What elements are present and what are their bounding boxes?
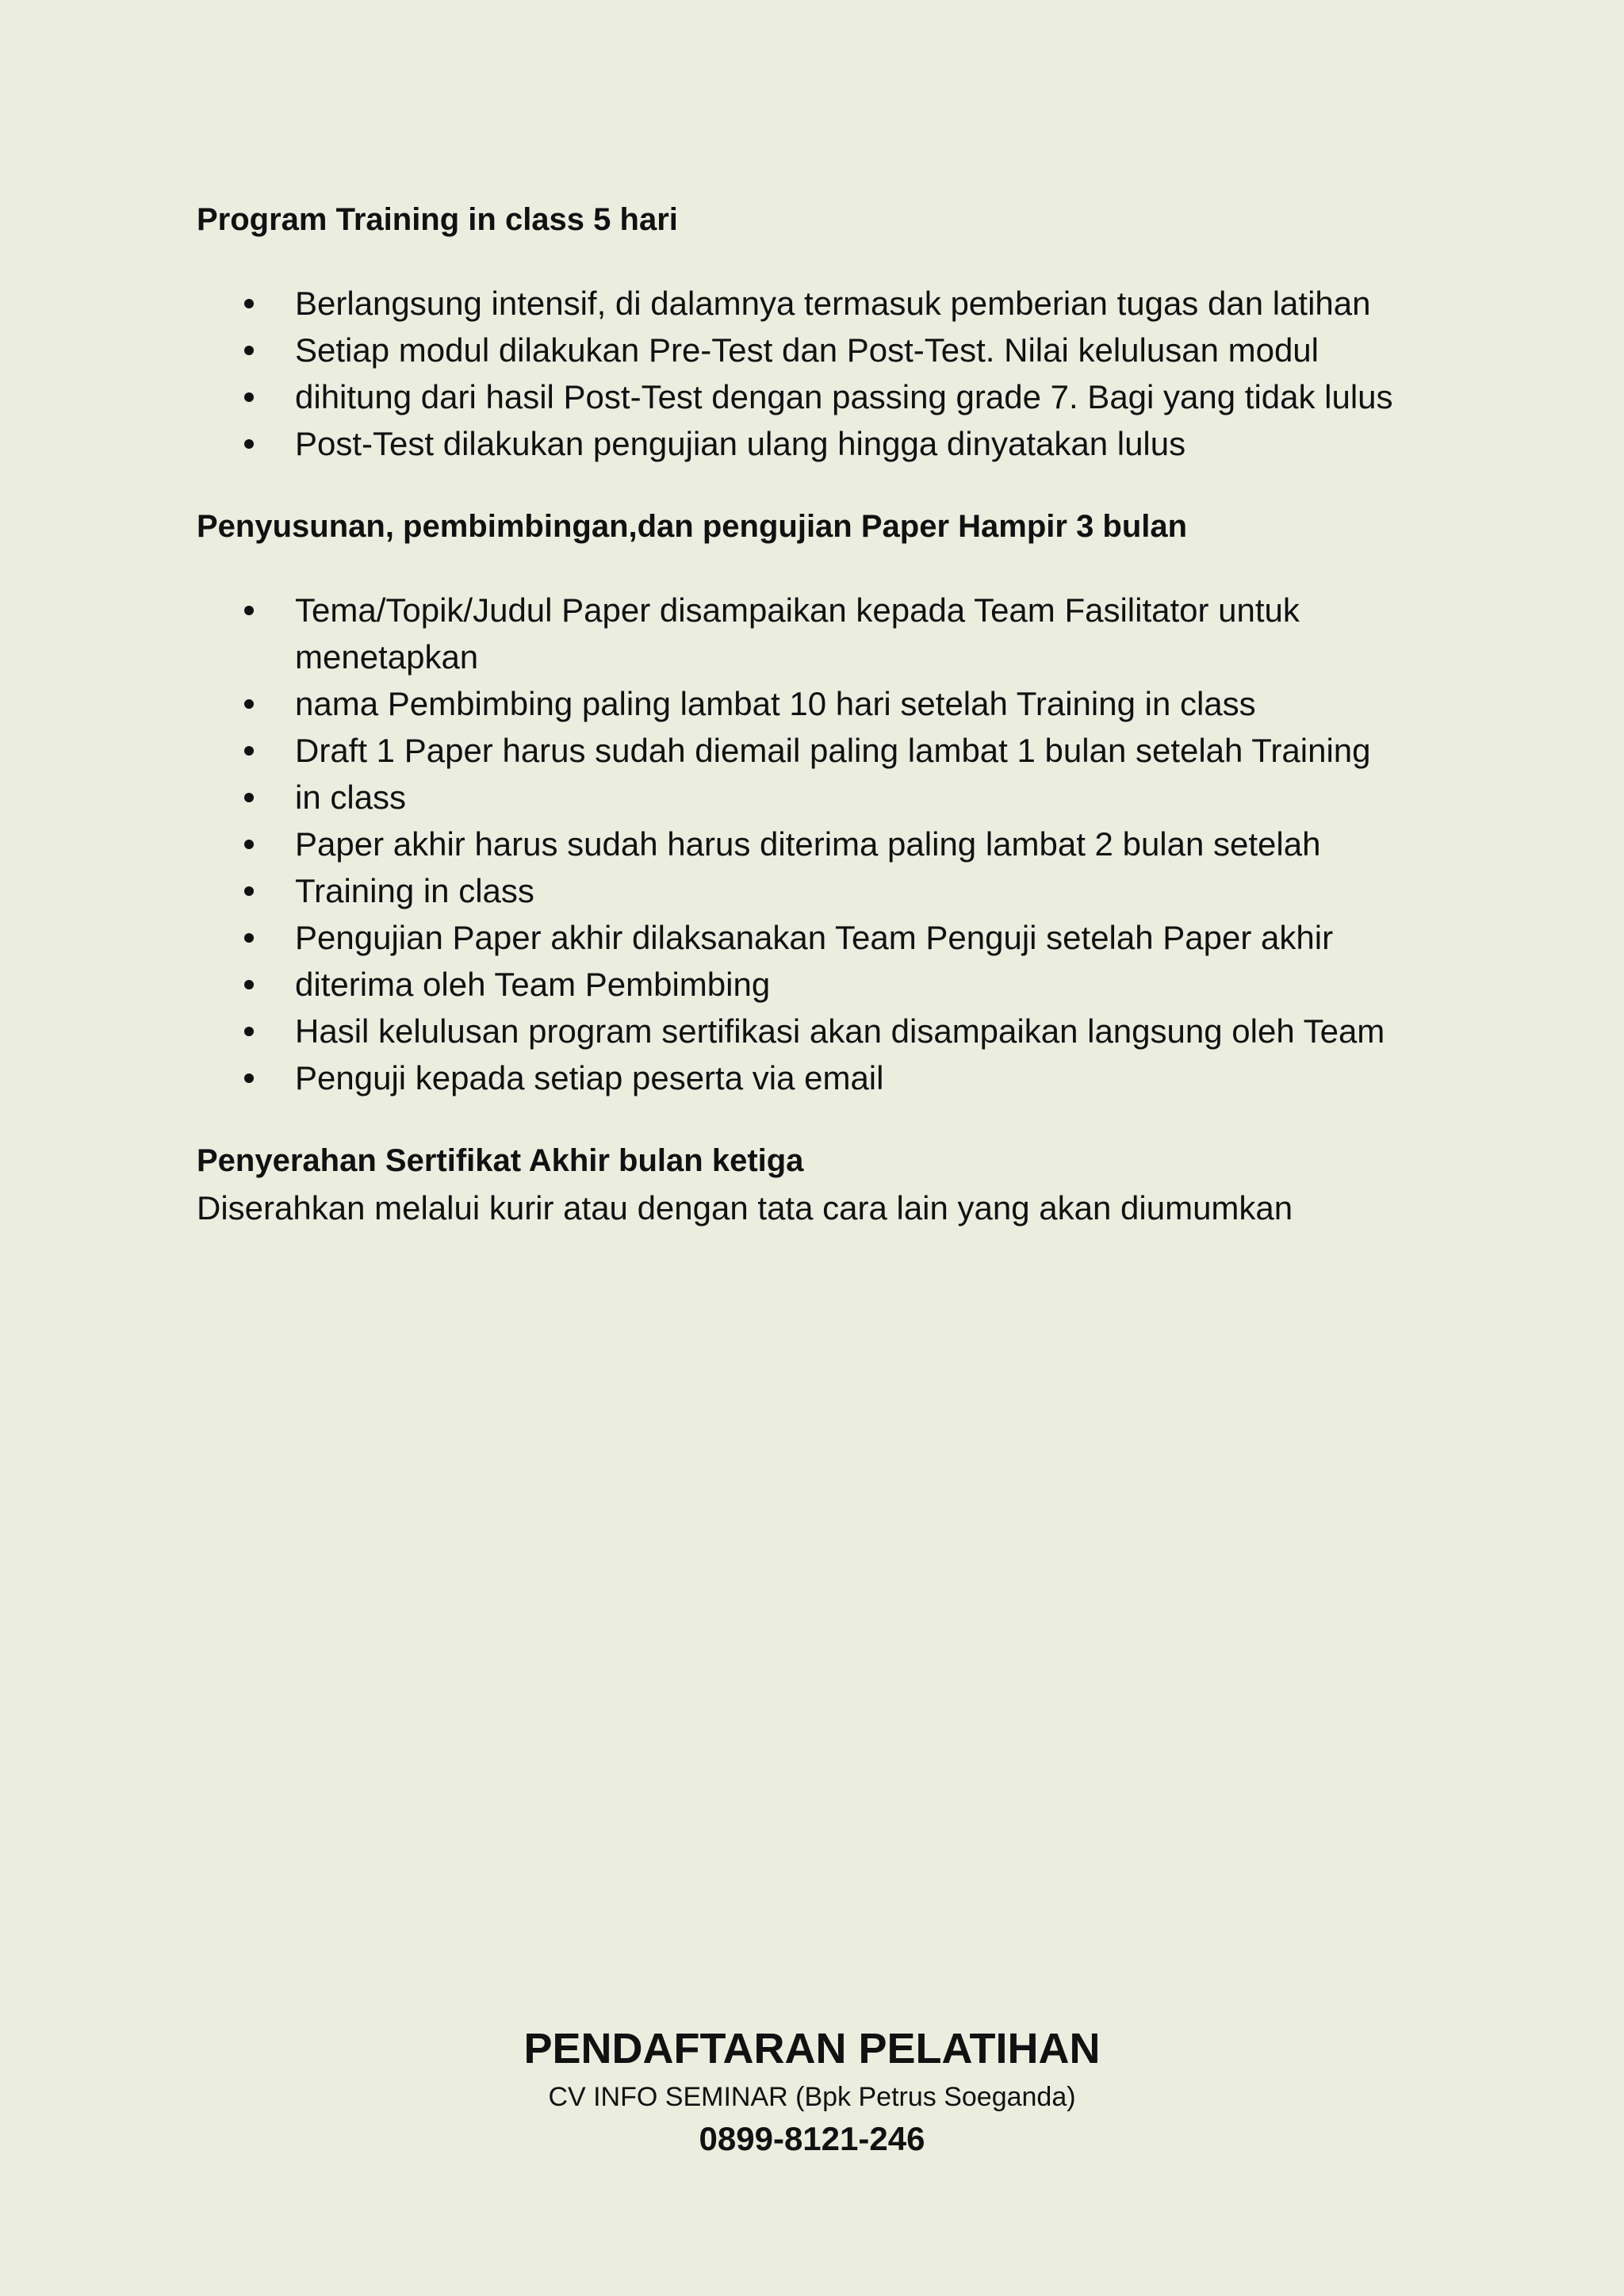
list-item: Training in class bbox=[197, 867, 1465, 914]
organizer-name: CV INFO SEMINAR (Bpk Petrus Soeganda) bbox=[548, 2082, 1076, 2112]
bullet-icon bbox=[244, 933, 254, 943]
list-item: Pengujian Paper akhir dilaksanakan Team Penguji setelah Paper akhir bbox=[197, 914, 1465, 961]
document-body bbox=[197, 197, 1465, 1231]
bullet-icon bbox=[244, 980, 254, 989]
bullet-icon bbox=[244, 606, 254, 615]
list-item: Post-Test dilakukan pengujian ulang hingga dinyatakan lulus bbox=[197, 420, 1465, 467]
bullet-icon bbox=[244, 699, 254, 709]
paper-list bbox=[197, 587, 1465, 1101]
bullet-icon bbox=[244, 346, 254, 355]
list-item: Berlangsung intensif, di dalamnya termasuk pemberian tugas dan latihan bbox=[197, 280, 1465, 327]
list-item: Paper akhir harus sudah harus diterima paling lambat 2 bulan setelah bbox=[197, 821, 1465, 867]
list-item: Hasil kelulusan program sertifikasi akan disampaikan langsung oleh Team bbox=[197, 1008, 1465, 1054]
certificate-text: Diserahkan melalui kurir atau dengan tata cara lain yang akan diumumkan bbox=[197, 1189, 1293, 1226]
bullet-icon bbox=[244, 886, 254, 896]
bullet-icon bbox=[244, 299, 254, 308]
bullet-icon bbox=[244, 1027, 254, 1036]
section-heading-paper: Penyusunan, pembimbingan,dan pengujian Paper Hampir 3 bulan bbox=[197, 509, 1188, 544]
list-item: in class bbox=[197, 774, 1465, 821]
bullet-icon bbox=[244, 840, 254, 849]
list-item: dihitung dari hasil Post-Test dengan passing grade 7. Bagi yang tidak lulus bbox=[197, 373, 1465, 420]
list-item: Tema/Topik/Judul Paper disampaikan kepada Team Fasilitator untuk menetapkan bbox=[197, 587, 1465, 680]
bullet-icon bbox=[244, 793, 254, 802]
bullet-icon bbox=[244, 1073, 254, 1083]
training-list bbox=[197, 280, 1465, 467]
list-item: diterima oleh Team Pembimbing bbox=[197, 961, 1465, 1008]
list-item: Penguji kepada setiap peserta via email bbox=[197, 1054, 1465, 1101]
list-item: nama Pembimbing paling lambat 10 hari setelah Training in class bbox=[197, 680, 1465, 727]
list-item: Setiap modul dilakukan Pre-Test dan Post-Test. Nilai kelulusan modul bbox=[197, 327, 1465, 373]
bullet-icon bbox=[244, 392, 254, 402]
contact-phone: 0899-8121-246 bbox=[699, 2120, 925, 2157]
registration-title: PENDAFTARAN PELATIHAN bbox=[523, 2025, 1101, 2072]
section-heading-training: Program Training in class 5 hari bbox=[197, 202, 678, 237]
section-heading-certificate: Penyerahan Sertifikat Akhir bulan ketiga bbox=[197, 1143, 804, 1178]
bullet-icon bbox=[244, 746, 254, 756]
bullet-icon bbox=[244, 439, 254, 449]
list-item: Draft 1 Paper harus sudah diemail paling lambat 1 bulan setelah Training bbox=[197, 727, 1465, 774]
